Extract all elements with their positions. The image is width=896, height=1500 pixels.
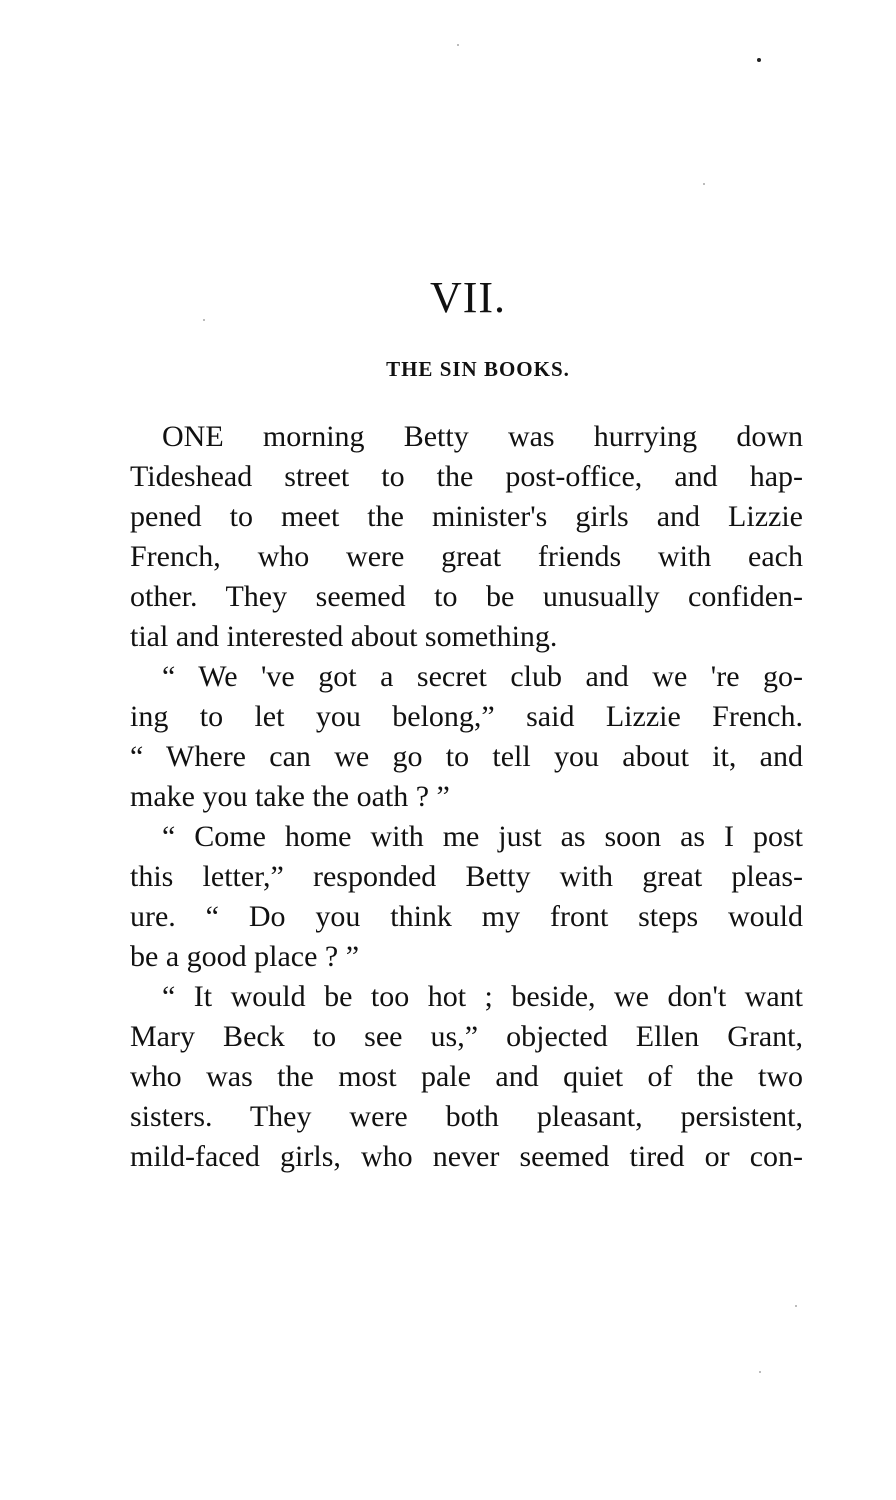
text-line: be a good place ? ” [130, 940, 360, 973]
text-line: mild-faced girls, who never seemed tired or con- [130, 1140, 803, 1173]
scan-speck [795, 1305, 797, 1307]
text-line: sisters. They were both pleasant, persistent, [130, 1100, 803, 1133]
chapter-title: THE SIN BOOKS. [386, 357, 570, 381]
scan-speck [757, 58, 761, 62]
text-line: this letter,” responded Betty with great pleas- [130, 860, 803, 893]
chapter-number: VII. [429, 273, 507, 322]
body-text [130, 417, 803, 1177]
text-line: make you take the oath ? ” [130, 780, 450, 813]
text-line: tial and interested about something. [130, 620, 558, 653]
text-line: “ We 've got a secret club and we 're go- [162, 660, 803, 693]
text-line: ing to let you belong,” said Lizzie French. [130, 700, 803, 733]
text-line: pened to meet the minister's girls and Lizzie [130, 500, 803, 533]
text-line: Tideshead street to the post-office, and hap- [130, 460, 803, 493]
text-line: “ Where can we go to tell you about it, and [130, 740, 803, 773]
text-line: who was the most pale and quiet of the two [130, 1060, 803, 1093]
text-line: ONE morning Betty was hurrying down [162, 420, 803, 453]
text-line: Mary Beck to see us,” objected Ellen Grant, [130, 1020, 803, 1053]
text-line: “ Come home with me just as soon as I post [162, 820, 803, 853]
scan-speck [457, 44, 459, 46]
text-line: “ It would be too hot ; beside, we don't want [162, 980, 803, 1013]
text-line: other. They seemed to be unusually confiden- [130, 580, 803, 613]
scan-speck [759, 1371, 761, 1373]
text-line: ure. “ Do you think my front steps would [130, 900, 803, 933]
scan-speck [703, 183, 705, 185]
text-line: French, who were great friends with each [130, 540, 803, 573]
